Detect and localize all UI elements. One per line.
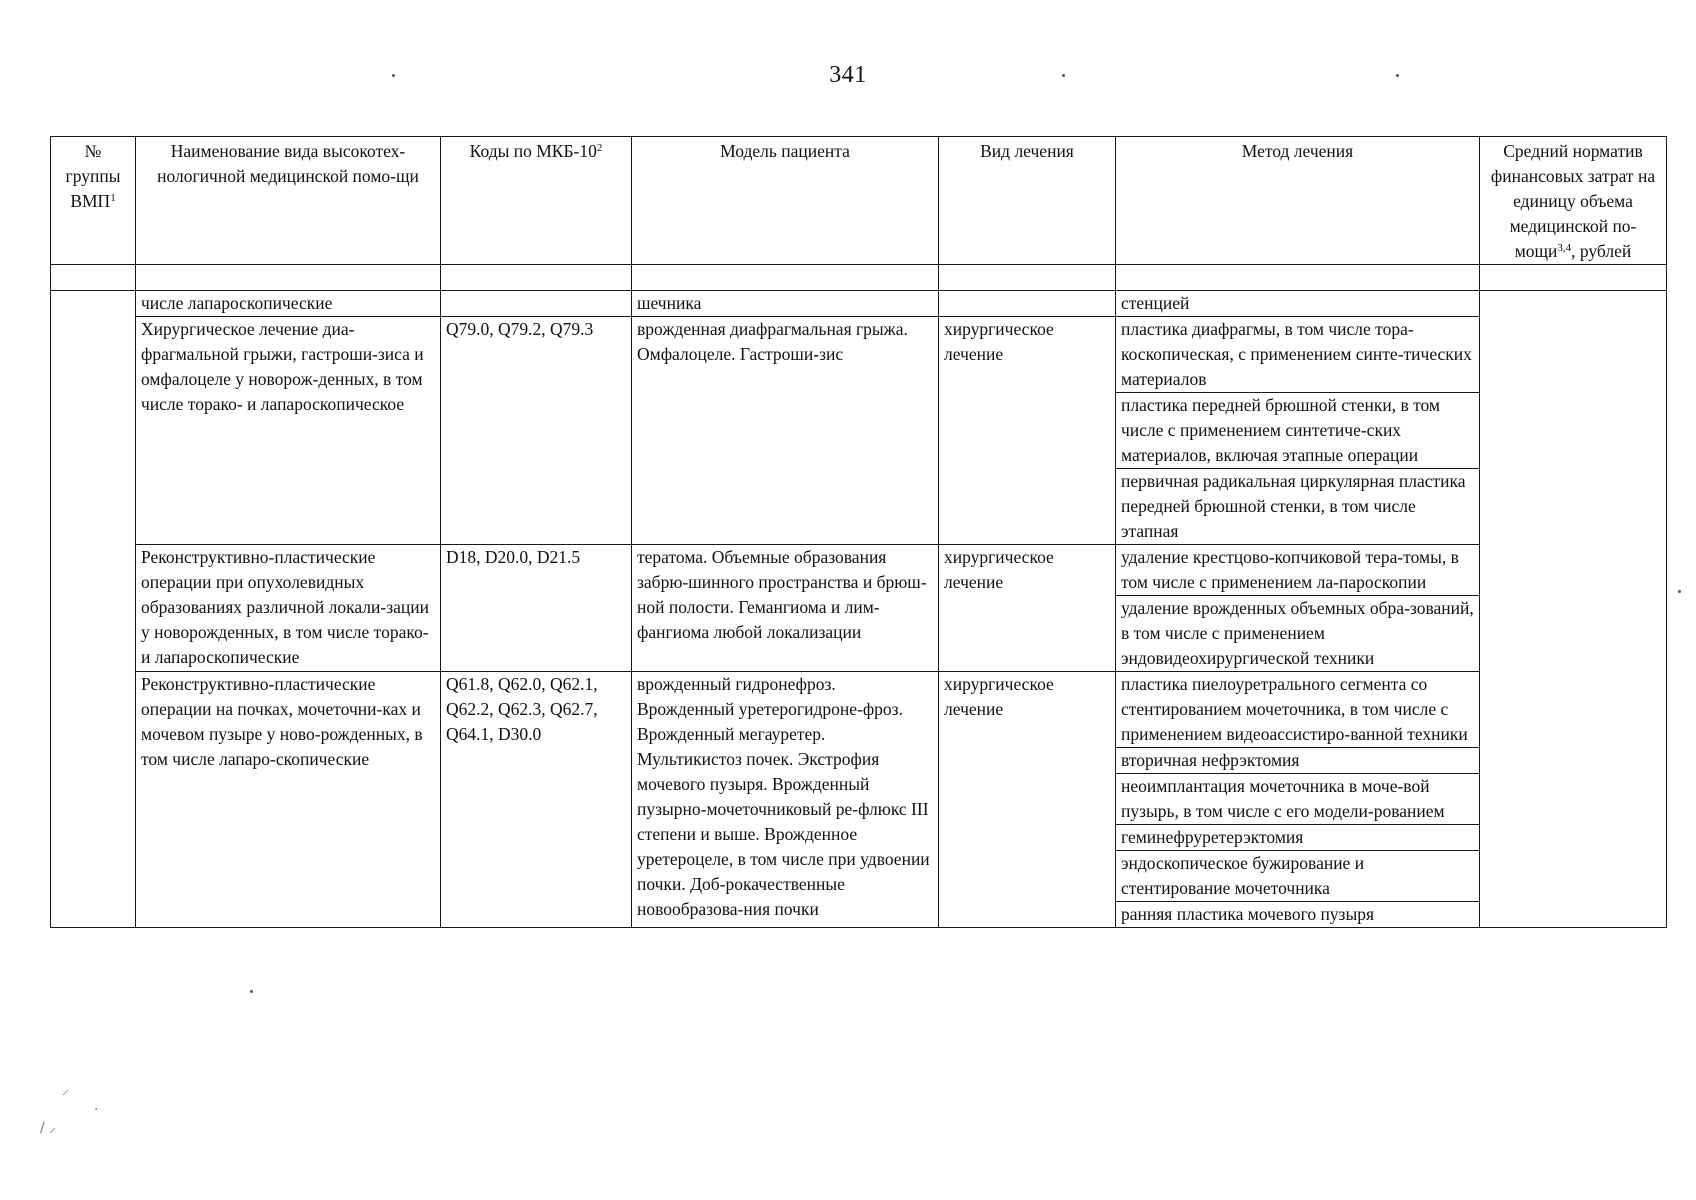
header-treatment-method: Метод лечения	[1116, 137, 1480, 265]
cell-name: Реконструктивно-пластические операции при опухолевидных образованиях различной локали-зации у новорожденных, в том числе торако- и лапароскопические	[136, 545, 441, 672]
method-item: неоимплантация мочеточника в моче-вой пузырь, в том числе с его модели-рованием	[1116, 774, 1479, 825]
scan-scribble: .	[94, 1098, 99, 1114]
header-name: Наименование вида высокотех-нологичной медицинской помо-щи	[136, 137, 441, 265]
cell-treatment-method: стенцией	[1116, 291, 1480, 317]
table-row	[51, 317, 1667, 545]
method-item: удаление крестцово-копчиковой тера-томы, в том числе с применением ла-пароскопии	[1116, 545, 1479, 596]
method-item: удаление врожденных объемных обра-зований, в том числе с применением эндовидеохирургической техники	[1121, 598, 1474, 668]
vmp-table	[50, 136, 1667, 928]
method-item: пластика диафрагмы, в том числе тора-коскопическая, с применением синте-тических материалов	[1116, 317, 1479, 393]
header-treatment-type: Вид лечения	[939, 137, 1116, 265]
scan-speck	[392, 74, 395, 77]
header-codes: Коды по МКБ-$10^2$	[441, 137, 632, 265]
header-group-no: № группы ВМП$^1$	[51, 137, 136, 265]
cell-codes: Q61.8, Q62.0, Q62.1, Q62.2, Q62.3, Q62.7, Q64.1, D30.0	[441, 672, 632, 928]
cell-treatment-type: хирургическое лечение	[939, 317, 1116, 545]
scan-speck	[1678, 590, 1681, 593]
header-patient-model: Модель пациента	[632, 137, 939, 265]
cell-name: Реконструктивно-пластические операции на почках, мочеточни-ках и мочевом пузыре у ново-рожденных, в том числе лапаро-скопические	[136, 672, 441, 928]
cell-patient-model: врожденный гидронефроз. Врожденный уретерогидроне-фроз. Врожденный мегауретер. Мультикистоз почек. Экстрофия мочевого пузыря. Врожденный пузырно-мочеточниковый ре-флюкс III степени и выше. Врожденное уретероцеле, в том числе при удвоении почки. Доб-рокачественные новообразова-ния почки	[632, 672, 939, 928]
cell-group-no	[51, 291, 136, 928]
cell-name: числе лапароскопические	[136, 291, 441, 317]
page-number: 341	[829, 62, 867, 88]
method-item: пластика передней брюшной стенки, в том числе с применением синтетиче-ских материалов, включая этапные операции	[1116, 393, 1479, 469]
scan-speck	[250, 990, 253, 993]
method-item: эндоскопическое бужирование и стентирование мочеточника	[1116, 851, 1479, 902]
scan-speck	[1062, 74, 1065, 77]
cell-treatment-type	[939, 291, 1116, 317]
method-item: вторичная нефрэктомия	[1116, 748, 1479, 774]
method-item: первичная радикальная циркулярная пластика передней брюшной стенки, в том числе этапная	[1121, 471, 1466, 541]
table-row	[51, 672, 1667, 928]
cell-treatment-methods	[1116, 672, 1480, 928]
method-item: пластика пиелоуретрального сегмента со стентированием мочеточника, в том числе с применением видеоассистиро-ванной техники	[1116, 672, 1479, 748]
method-item: геминефруретерэктомия	[1116, 825, 1479, 851]
cell-treatment-type: хирургическое лечение	[939, 545, 1116, 672]
cell-patient-model: тератома. Объемные образования забрю-шинного пространства и брюш-ной полости. Гемангиома и лим-фангиома любой локализации	[632, 545, 939, 672]
table-spacer-row	[51, 265, 1667, 291]
cell-treatment-methods	[1116, 545, 1480, 672]
cell-patient-model: врожденная диафрагмальная грыжа. Омфалоцеле. Гастроши-зис	[632, 317, 939, 545]
table-row	[51, 545, 1667, 672]
table-row-continuation	[51, 291, 1667, 317]
cell-treatment-methods	[1116, 317, 1480, 545]
cell-codes	[441, 291, 632, 317]
method-item: ранняя пластика мочевого пузыря	[1121, 904, 1375, 924]
cell-codes: D18, D20.0, D21.5	[441, 545, 632, 672]
scan-scribble: / ⸝	[40, 1120, 57, 1136]
cell-name: Хирургическое лечение диа-фрагмальной грыжи, гастроши-зиса и омфалоцеле у новорож-денных, в том числе торако- и лапароскопическое	[136, 317, 441, 545]
scan-speck	[1396, 74, 1399, 77]
scan-scribble: ⸝	[62, 1082, 69, 1098]
table-header-row	[51, 137, 1667, 265]
cell-codes: Q79.0, Q79.2, Q79.3	[441, 317, 632, 545]
cell-patient-model: шечника	[632, 291, 939, 317]
cell-cost	[1480, 291, 1667, 928]
cell-treatment-type: хирургическое лечение	[939, 672, 1116, 928]
header-cost: Средний норматив финансовых затрат на единицу объема медицинской по-мощи$^{3,4}$, рублей	[1480, 137, 1667, 265]
